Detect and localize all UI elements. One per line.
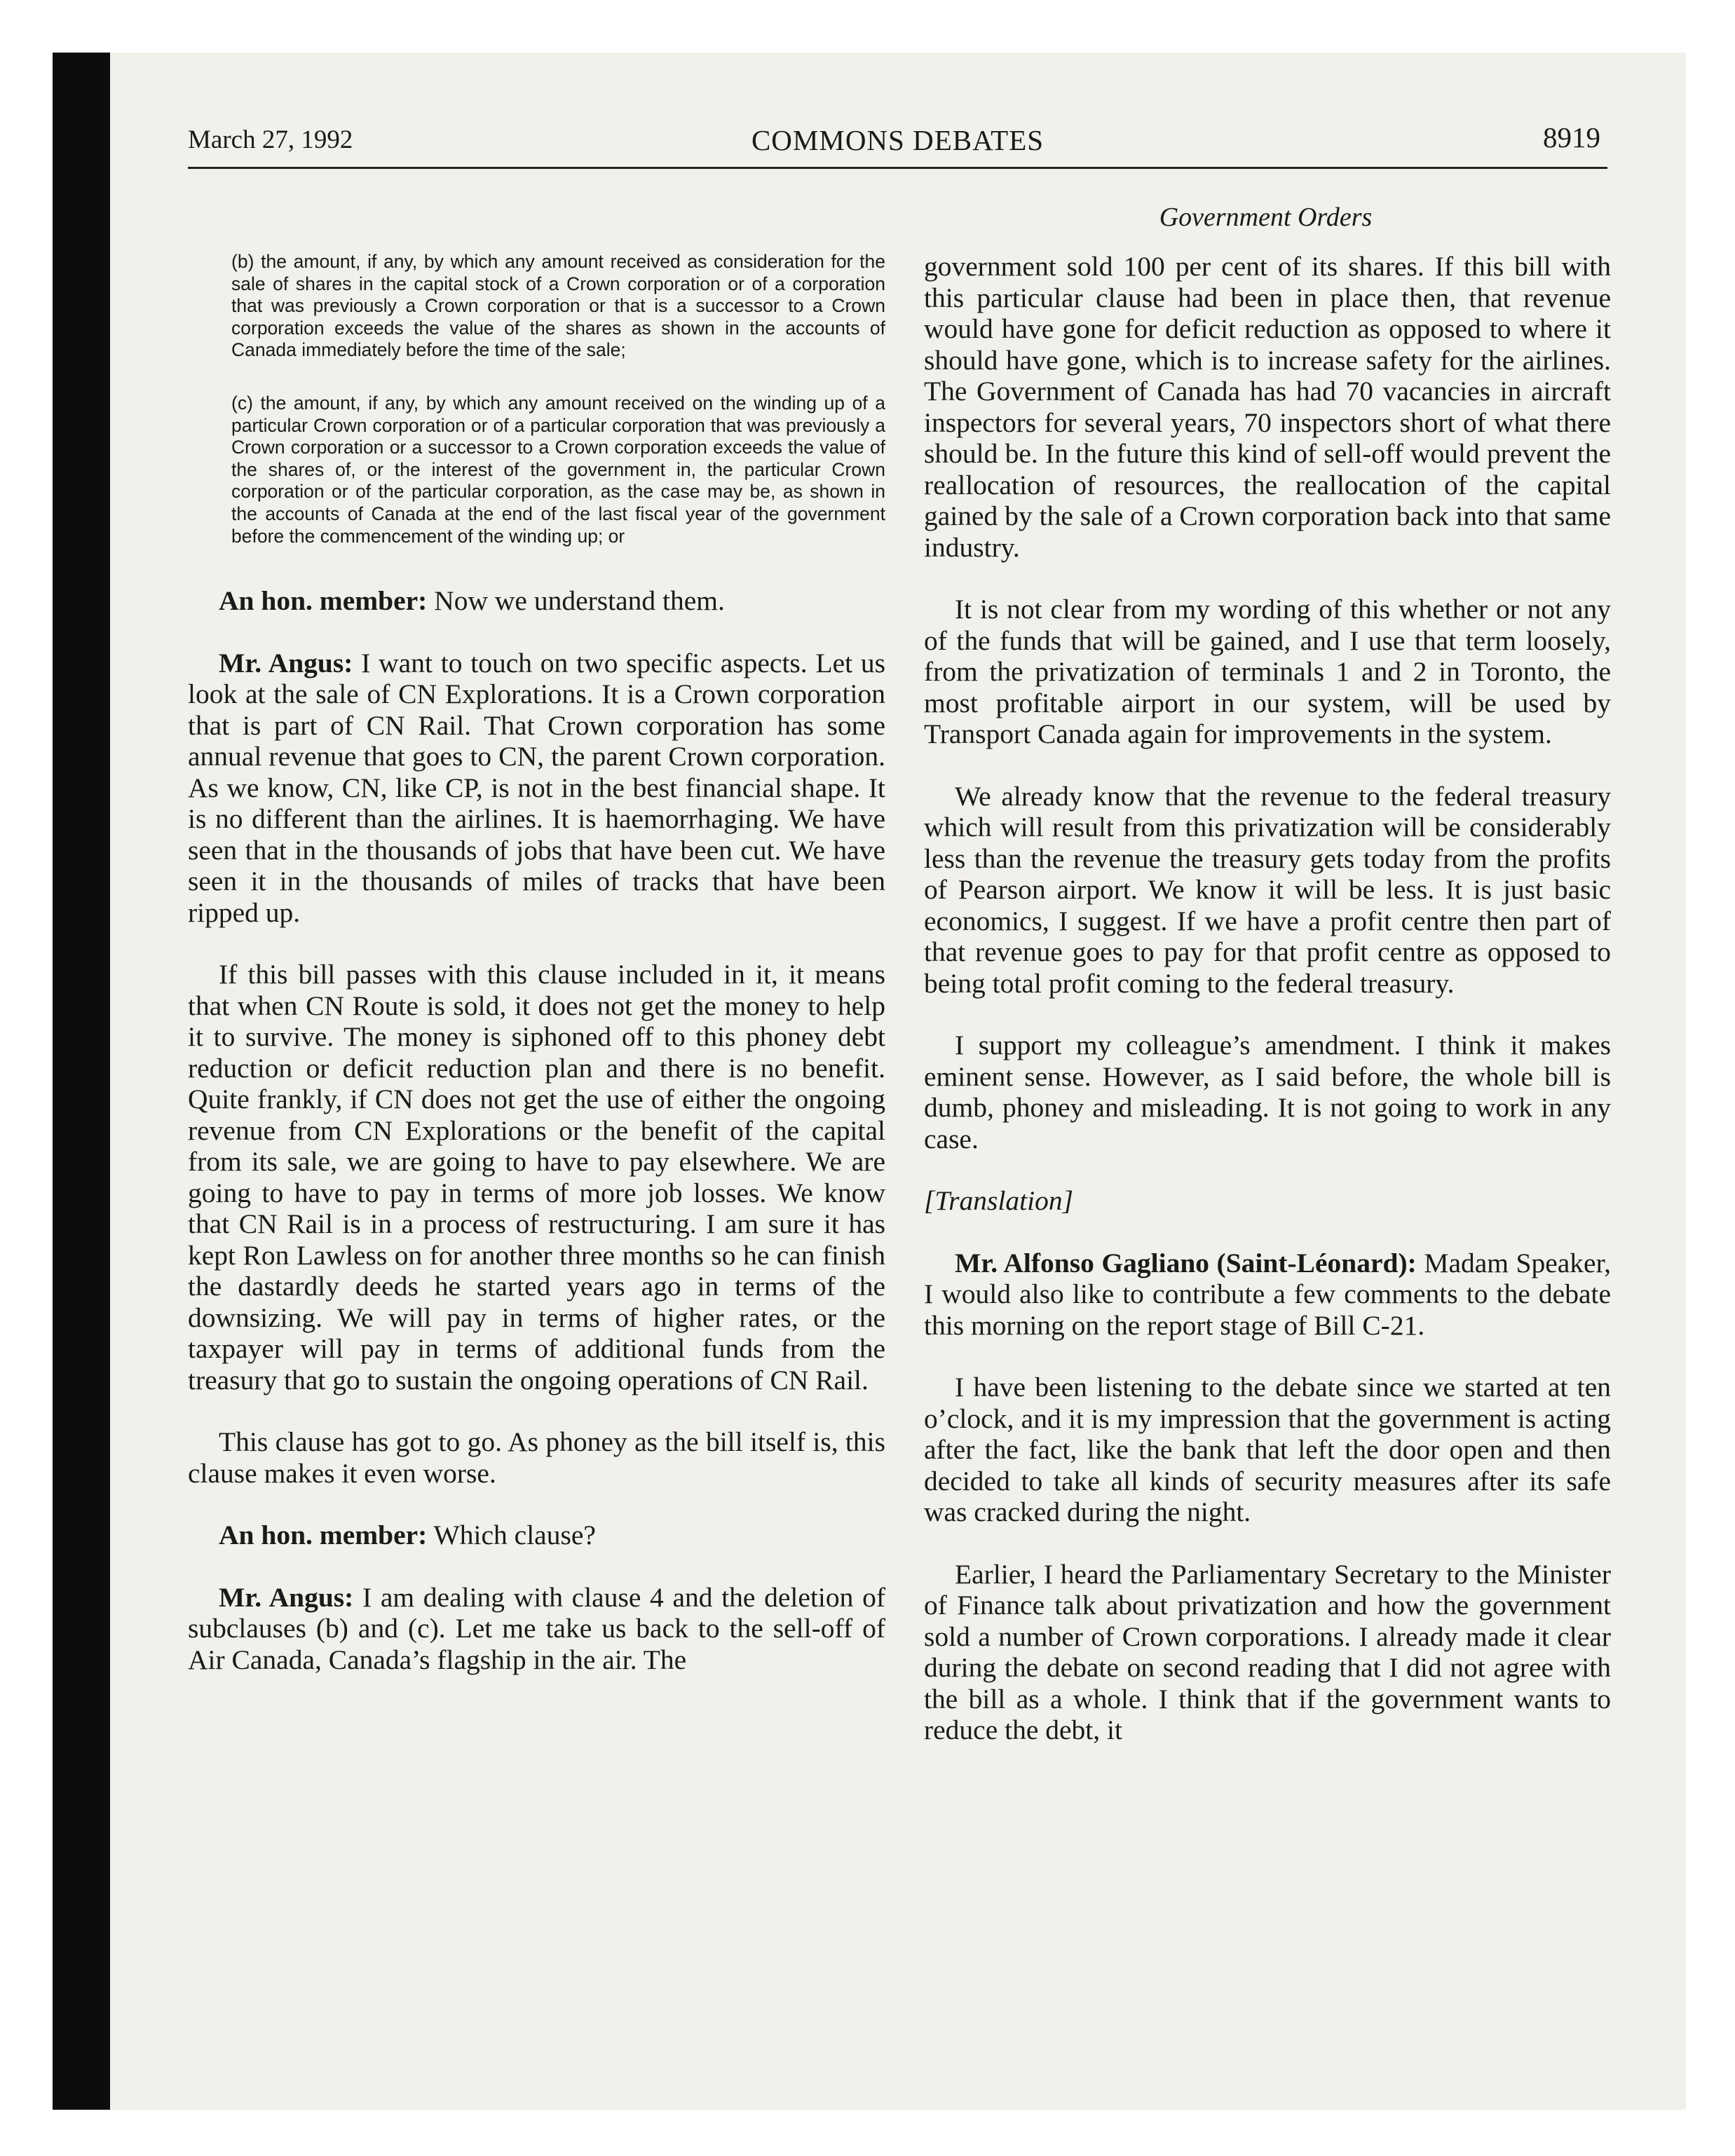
- page-number: 8919: [1543, 121, 1600, 153]
- header-date: March 27, 1992: [188, 125, 353, 154]
- translation-note: [Translation]: [924, 1185, 1073, 1216]
- paragraph: [188, 1520, 885, 1551]
- paragraph: If this bill passes with this clause included in it, it means that when CN Route is sold, it does not get the money to help it to survive. The money is siphoned off to this phoney debt reduction or deficit reduction plan and there is no benefit. Quite frankly, if CN does not get the use of either the ongoing revenue from CN Explorations or the benefit of the capital from its sale, we are going to have to pay elsewhere. We are going to have to pay in terms of more job losses. We know that CN Rail is in a process of restructuring. I am sure it has kept Ron Lawless on for another three months so he can finish the dastardly deeds he started years ago in terms of the downsizing. We will pay in terms of higher rates, or the taxpayer will pay in terms of additional funds from the treasury that go to sustain the ongoing operations of CN Rail.: [188, 959, 885, 1396]
- paragraph: [188, 585, 885, 617]
- paragraph: Earlier, I heard the Parliamentary Secretary to the Minister of Finance talk about privatization and how the government sold a number of Crown corporations. I already made it clear during the debate on second reading that I did not agree with the bill as a whole. I think that if the government wants to reduce the debt, it: [924, 1558, 1611, 1745]
- bill-quote: [188, 251, 885, 547]
- paragraph: It is not clear from my wording of this whether or not any of the funds that will be gained, and I use that term loosely, from the privatization of terminals 1 and 2 in Toronto, the most profitable airport in our system, will be used by Transport Canada again for improvements in the system.: [924, 594, 1611, 749]
- paragraph: I support my colleague’s amendment. I think it makes eminent sense. However, as I said before, the whole bill is dumb, phoney and misleading. It is not going to work in any case.: [924, 1030, 1611, 1154]
- binding-edge: [53, 53, 110, 2110]
- page-header: [188, 121, 1607, 169]
- paragraph: I have been listening to the debate since we started at ten o’clock, and it is my impression that the government is acting after the fact, like the bank that left the door open and then decided to take all kinds of security measures after its safe was cracked during the night.: [924, 1372, 1611, 1527]
- speaker-name: Mr. Angus:: [219, 1581, 354, 1613]
- speaker-name: An hon. member:: [219, 1520, 428, 1551]
- speech-text: I am dealing with clause 4 and the deletion of subclauses (b) and (c). Let me take us back to the sell-off of Air Canada, Canada’s flagship in the air. The: [188, 1581, 885, 1675]
- paragraph: We already know that the revenue to the federal treasury which will result from this privatization will be considerably less than the revenue the treasury gets today from the profits of Pearson airport. We know it will be less. It is just basic economics, I suggest. If we have a profit centre then part of that revenue goes to pay for that profit centre as opposed to being total profit coming to the federal treasury.: [924, 780, 1611, 999]
- right-column: [924, 251, 1611, 1746]
- speaker-name: Mr. Angus:: [219, 647, 353, 678]
- left-column: [188, 251, 885, 1675]
- paragraph: [188, 1582, 885, 1676]
- speech-text: Now we understand them.: [427, 585, 725, 617]
- speaker-name: An hon. member:: [219, 585, 428, 617]
- paragraph: [188, 648, 885, 929]
- header-title: COMMONS DEBATES: [751, 124, 1045, 156]
- speech-text: Madam Speaker, I would also like to contribute a few comments to the debate this morning on the report stage of Bill C-21.: [924, 1247, 1612, 1341]
- quote-subclause-c: (c) the amount, if any, by which any amount received on the winding up of a particular Crown corporation or of a particular corporation that was previously a Crown corporation or a successor to a Crown corporation exceeds the value of the shares of, or the interest of the government in, the particular Crown corporation or of the particular corporation, as the case may be, as shown in the accounts of Canada at the end of the last fiscal year of the government before the commencement of the winding up; or: [231, 392, 885, 547]
- section-title: Government Orders: [1159, 203, 1373, 232]
- speaker-name: Mr. Alfonso Gagliano (Saint-Léonard):: [955, 1247, 1417, 1278]
- paragraph: government sold 100 per cent of its shares. If this bill with this particular clause had been in place then, that revenue would have gone for deficit reduction as opposed to where it should have gone, which is to increase safety for the airlines. The Government of Canada has had 70 vacancies in aircraft inspectors for several years, 70 inspectors short of what there should be. In the future this kind of sell-off would prevent the reallocation of resources, the reallocation of the capital gained by the sale of a Crown corporation back into that same industry.: [924, 251, 1611, 563]
- speech-text: I want to touch on two specific aspects. Let us look at the sale of CN Explorations. It is a Crown corporation that is part of CN Rail. That Crown corporation has some annual revenue that goes to CN, the parent Crown corporation. As we know, CN, like CP, is not in the best financial shape. It is no different than the airlines. It is haemorrhaging. We have seen that in the thousands of jobs that have been cut. We have seen it in the thousands of miles of tracks that have been ripped up.: [188, 647, 886, 928]
- quote-subclause-b: (b) the amount, if any, by which any amount received as consideration for the sale of shares in the capital stock of a Crown corporation or of a corporation that was previously a Crown corporation or that is a successor to a Crown corporation exceeds the value of the shares as shown in the accounts of Canada immediately before the time of the sale;: [231, 251, 885, 361]
- paragraph: This clause has got to go. As phoney as the bill itself is, this clause makes it even worse.: [188, 1426, 885, 1489]
- paragraph: [924, 1248, 1611, 1342]
- speech-text: Which clause?: [427, 1520, 596, 1551]
